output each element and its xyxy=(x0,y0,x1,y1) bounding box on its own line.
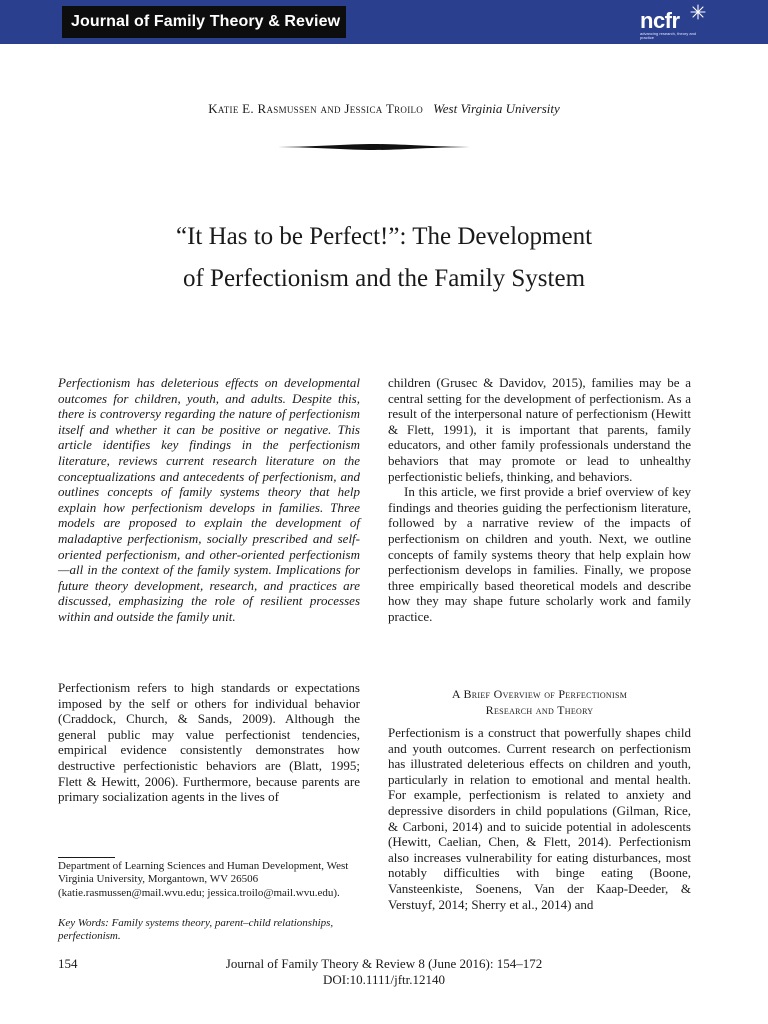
footnote-rule xyxy=(58,857,115,858)
intro-paragraph-continued: children (Grusec & Davidov, 2015), families may be a central setting for the development of perfectionism. As a result of the interpersonal nature of perfectionism (Hewitt & Flett, 1991), it is important that parents, family educators, and other family professionals understand the behaviors that may promote or lead to unhealthy perfectionistic beliefs, thinking, and behaviors. xyxy=(388,375,691,484)
citation xyxy=(0,956,768,988)
journal-title-tab xyxy=(62,6,346,38)
title-line-2: of Perfectionism and the Family System xyxy=(182,265,586,292)
overview-paragraph: In this article, we first provide a brief overview of key findings and theories guiding the perfectionism literature, followed by a narrative review of the impacts of perfectionism on children and youth. Next, we outline concepts of family systems theory that help explain how perfectionism develops in families. Finally, we propose three empirically based theoretical models and describe how they may shape future scholarly work and family practice. xyxy=(388,484,691,624)
citation-journal: Journal of Family Theory & Review 8 (June 2016): 154–172 xyxy=(225,956,543,971)
decorative-swash-rule xyxy=(278,141,470,153)
star-icon xyxy=(690,4,706,20)
author-names: Katie E. Rasmussen and Jessica Troilo xyxy=(208,101,424,116)
logo-tagline: advancing research, theory and practice xyxy=(640,31,697,41)
title-line-1: “It Has to be Perfect!”: The Development xyxy=(175,223,593,250)
intro-continuation xyxy=(388,375,691,625)
abstract: Perfectionism has deleterious effects on developmental outcomes for children, youth, and adults. Despite this, there is controversy regarding the nature of perfectionism itself and whether it can be positive or negative. This article identifies key findings in the perfectionism literature, reviews current research literature on the conceptualizations and antecedents of perfectionism, and outlines concepts of family systems theory that help explain how perfectionism develops in families. Three models are proposed to explain the development of maladaptive perfectionism, socially prescribed and self-oriented perfectionism, and other-oriented perfectionism—all in the context of the family system. Implications for future theory development, research, and practices are discussed, emphasizing the role of resilient processes within and outside the family unit. xyxy=(58,375,360,624)
section-heading-line-2: Research and Theory xyxy=(485,702,594,717)
section-heading-line-1: A Brief Overview of Perfectionism xyxy=(451,687,628,701)
journal-header-bar xyxy=(0,0,768,44)
logo-word: ncfr xyxy=(640,8,680,33)
section-heading xyxy=(388,687,691,718)
author-affiliation: West Virginia University xyxy=(433,101,560,116)
author-address-footnote: Department of Learning Sciences and Human Development, West Virginia University, Morgantown, WV 26506 (katie.rasmussen@mail.wvu.edu; jessica.troilo@mail.wvu.edu). xyxy=(58,860,349,899)
keywords: Key Words: Family systems theory, parent–child relationships, perfectionism. xyxy=(58,917,334,943)
byline xyxy=(0,101,768,117)
page-number: 154 xyxy=(58,956,78,971)
journal-title: Journal of Family Theory & Review xyxy=(71,13,341,30)
ncfr-logo xyxy=(630,4,708,42)
section-paragraph: Perfectionism is a construct that powerfully shapes child and youth outcomes. Current research on perfectionism has illustrated deleterious effects on children and youth, particularly in relation to emotional and mental health. For example, perfectionism is related to anxiety and depressive disorders in child populations (Gilman, Rice, & Carboni, 2014) and to suicide potential in adolescents (Hewitt, Caelian, Chen, & Flett, 2014). Perfectionism also increases vulnerability for eating disturbances, most notably difficulties with binge eating (Boone, Vansteenkiste, Soenens, Van der Kaap-Deeder, & Verstuyf, 2014; Sherry et al., 2014) and xyxy=(388,725,691,912)
article-title xyxy=(0,216,768,300)
intro-paragraph: Perfectionism refers to high standards or expectations imposed by the self or others for individual behavior (Craddock, Church, & Sands, 2009). Although the general public may value perfectionist tendencies, empirical evidence consistently demonstrates how destructive perfectionistic behaviors are (Blatt, 1995; Flett & Hewitt, 2006). Furthermore, because parents are primary socialization agents in the lives of xyxy=(58,680,360,805)
citation-doi: DOI:10.1111/jftr.12140 xyxy=(322,972,446,987)
